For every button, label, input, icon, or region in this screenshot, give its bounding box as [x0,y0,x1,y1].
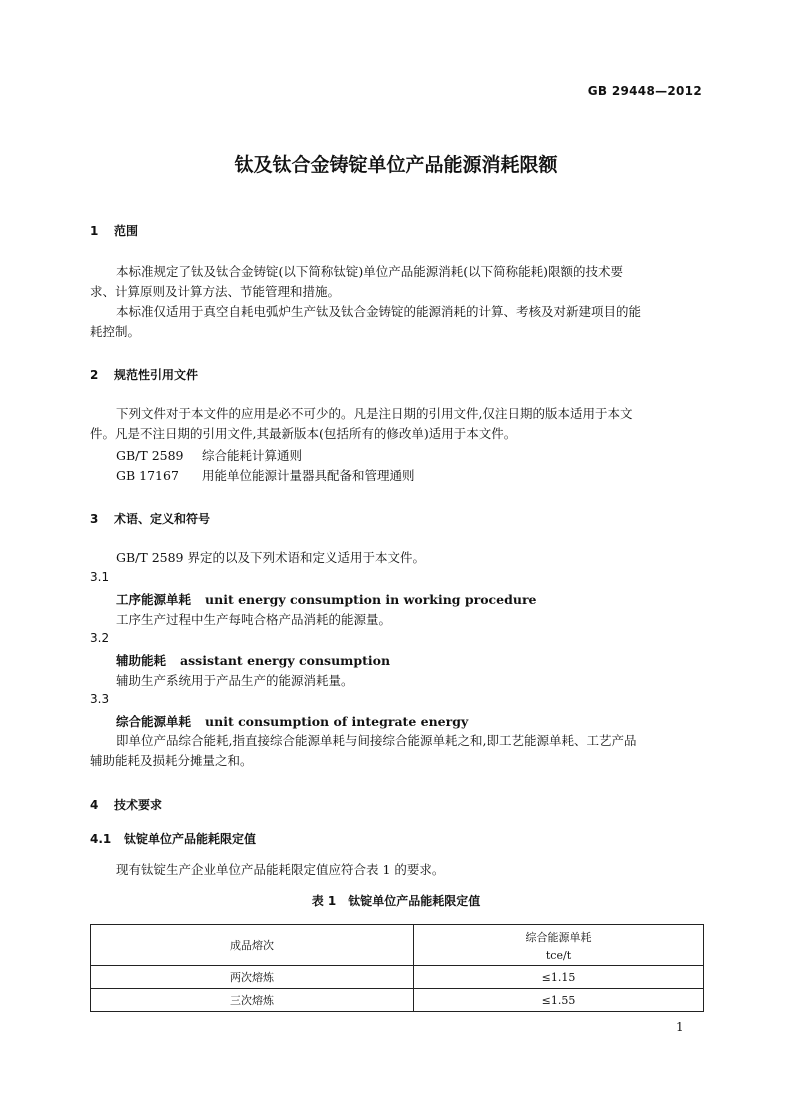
reference-title: 综合能耗计算通则 [202,448,303,463]
section-1-number: 1 [90,224,99,238]
paragraph-line: 辅助能耗及损耗分摊量之和。 [90,753,253,768]
paragraph-line: 下列文件对于本文件的应用是必不可少的。凡是注日期的引用文件,仅注日期的版本适用于本文 [116,406,633,421]
paragraph-line: 即单位产品综合能耗,指直接综合能源单耗与间接综合能源单耗之和,即工艺能源单耗、工艺产品 [116,733,637,748]
paragraph-line: 求、计算原则及计算方法、节能管理和措施。 [90,284,341,299]
table-row [91,989,704,1012]
section-1-heading [90,222,138,239]
section-4-number: 4 [90,798,99,812]
table-header-row [91,925,704,966]
term-zh: 综合能源单耗 [116,714,192,729]
term-title [116,651,390,669]
term-title [116,590,537,608]
section-3-intro: GB/T 2589 界定的以及下列术语和定义适用于本文件。 [116,550,425,565]
term-number: 3.3 [90,692,110,706]
term-definition: 辅助生产系统用于产品生产的能源消耗量。 [116,673,354,688]
term-definition [90,731,702,771]
term-en: unit consumption of integrate energy [205,714,469,729]
term-zh: 工序能源单耗 [116,592,192,607]
paragraph-line: 耗控制。 [90,324,141,339]
section-1-title: 范围 [114,224,139,238]
term-en: unit energy consumption in working procedure [205,592,537,607]
section-2-heading [90,366,198,383]
term-number: 3.1 [90,570,110,584]
table-cell: 三次熔炼 [91,989,414,1012]
table-header-cell [414,925,704,966]
column-header-label: 综合能源单耗 [525,930,592,944]
section-2-number: 2 [90,368,99,382]
subsection-number: 4.1 [90,832,112,846]
section-3-title: 术语、定义和符号 [114,512,211,526]
paragraph-line: 件。凡是不注日期的引用文件,其最新版本(包括所有的修改单)适用于本文件。 [90,426,517,441]
term-title [116,712,468,730]
energy-limit-table [90,924,704,1012]
section-2-body [90,404,702,444]
term-en: assistant energy consumption [180,653,391,668]
table-caption: 表 1 钛锭单位产品能耗限定值 [311,894,481,908]
table-cell: ≤1.15 [414,966,704,989]
subsection-4-1-heading [90,830,256,847]
section-3-heading [90,510,210,527]
standard-code: GB 29448—2012 [587,84,702,98]
table-header-cell: 成品熔次 [91,925,414,966]
table-row [91,966,704,989]
section-2-title: 规范性引用文件 [114,368,199,382]
reference-code: GB 17167 [116,468,179,483]
section-4-text: 现有钛锭生产企业单位产品能耗限定值应符合表 1 的要求。 [116,862,445,877]
document-title: 钛及钛合金铸锭单位产品能源消耗限额 [234,154,558,176]
subsection-title: 钛锭单位产品能耗限定值 [124,832,257,846]
term-number: 3.2 [90,631,110,645]
reference-title: 用能单位能源计量器具配备和管理通则 [202,468,415,483]
table-cell: 两次熔炼 [91,966,414,989]
column-header-unit: tce/t [545,948,572,962]
normative-reference [116,446,302,464]
section-1-body [90,262,702,342]
page-number: 1 [676,1020,684,1034]
reference-code: GB/T 2589 [116,448,184,463]
table-cell: ≤1.55 [414,989,704,1012]
section-3-number: 3 [90,512,99,526]
term-definition: 工序生产过程中生产每吨合格产品消耗的能源量。 [116,612,392,627]
paragraph-line: 本标准规定了钛及钛合金铸锭(以下简称钛锭)单位产品能源消耗(以下简称能耗)限额的技术要 [116,264,624,279]
section-4-title: 技术要求 [114,798,163,812]
paragraph-line: 本标准仅适用于真空自耗电弧炉生产钛及钛合金铸锭的能源消耗的计算、考核及对新建项目的能 [116,304,642,319]
section-4-heading [90,796,162,813]
normative-reference [116,466,415,484]
term-zh: 辅助能耗 [116,653,167,668]
